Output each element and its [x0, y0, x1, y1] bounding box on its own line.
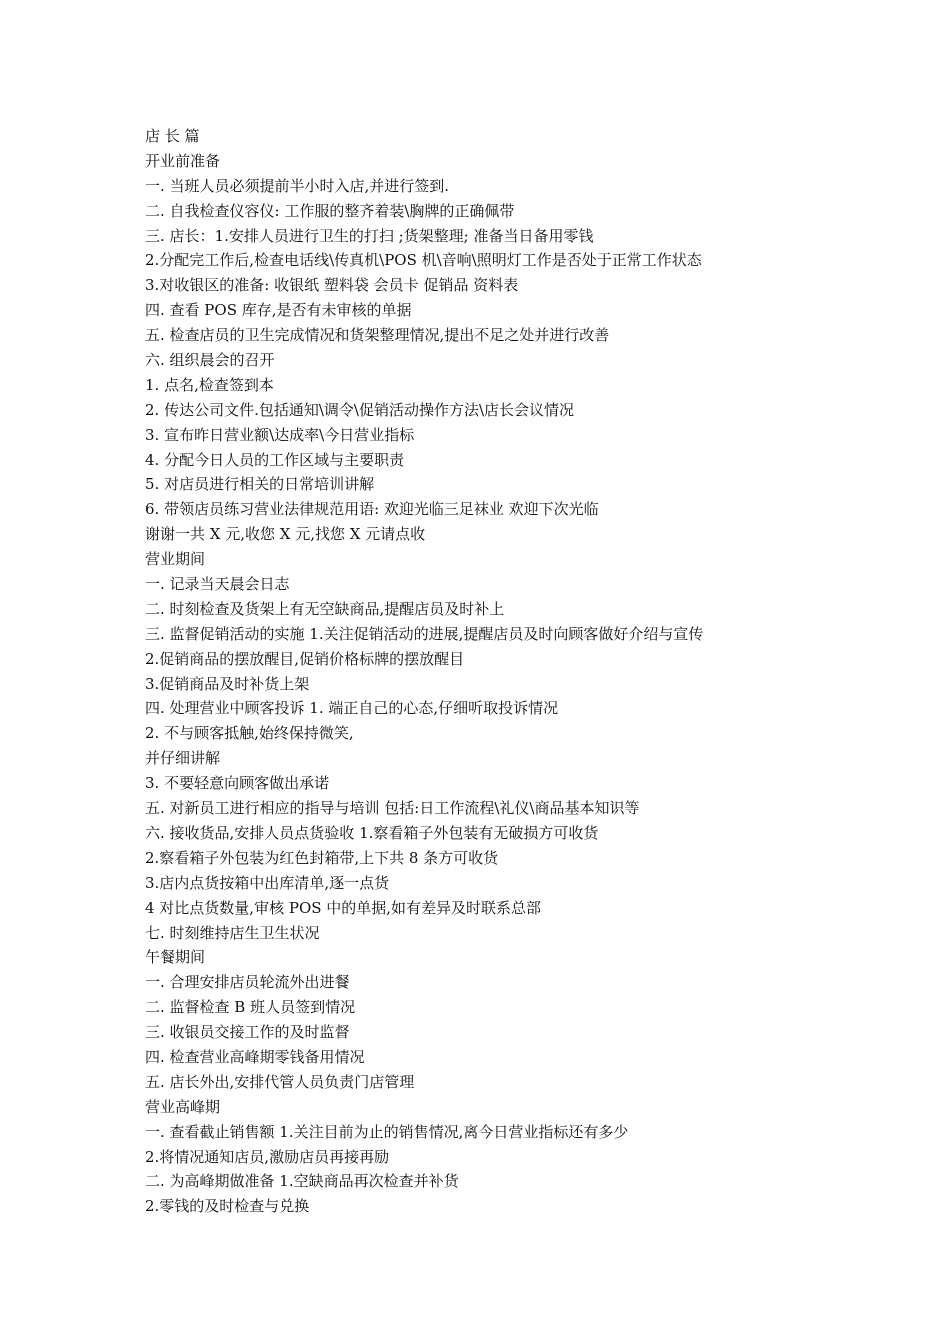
section-heading-business-hours: 营业期间: [145, 550, 206, 569]
text-line: 五. 店长外出,安排代管人员负责门店管理: [145, 1072, 415, 1091]
text-line: 一. 当班人员必须提前半小时入店,并进行签到.: [145, 176, 450, 195]
text-line: 2.将情况通知店员,激励店员再接再励: [145, 1147, 390, 1166]
text-line: 七. 时刻维持店生卫生状况: [145, 923, 320, 942]
section-heading-lunch: 午餐期间: [145, 948, 206, 967]
text-line: 二. 监督检查 B 班人员签到情况: [145, 998, 356, 1017]
text-line: 一. 记录当天晨会日志: [145, 575, 290, 594]
section-heading-opening-prep: 开业前准备: [145, 151, 221, 170]
text-line: 四. 检查营业高峰期零钱备用情况: [145, 1047, 365, 1066]
text-line: 六. 接收货品,安排人员点货验收 1.察看箱子外包装有无破损方可收货: [145, 823, 599, 842]
text-line: 1. 点名,检查签到本: [145, 375, 274, 394]
text-line: 四. 处理营业中顾客投诉 1. 端正自己的心态,仔细听取投诉情况: [145, 699, 559, 718]
text-line: 二. 自我检查仪容仪: 工作服的整齐着装\胸牌的正确佩带: [145, 201, 515, 220]
text-line: 并仔细讲解: [145, 749, 221, 768]
text-line: 3. 宣布昨日营业额\达成率\今日营业指标: [145, 425, 415, 444]
text-line: 三. 店长：1.安排人员进行卫生的打扫 ;货架整理; 准备当日备用零钱: [145, 226, 594, 245]
text-line: 2.促销商品的摆放醒目,促销价格标牌的摆放醒目: [145, 649, 465, 668]
text-line: 四. 查看 POS 库存,是否有未审核的单据: [145, 301, 412, 320]
text-line: 二. 时刻检查及货架上有无空缺商品,提醒店员及时补上: [145, 599, 505, 618]
text-line: 3.对收银区的准备: 收银纸 塑料袋 会员卡 促销品 资料表: [145, 276, 519, 295]
text-line: 4. 分配今日人员的工作区域与主要职责: [145, 450, 405, 469]
text-line: 6. 带领店员练习营业法律规范用语: 欢迎光临三足袜业 欢迎下次光临: [145, 500, 599, 519]
text-line: 2.零钱的及时检查与兑换: [145, 1197, 310, 1216]
document-body: [145, 124, 865, 1219]
text-line: 4 对比点货数量,审核 POS 中的单据,如有差异及时联系总部: [145, 898, 542, 917]
text-line: 2. 传达公司文件.包括通知\调令\促销活动操作方法\店长会议情况: [145, 400, 575, 419]
text-line: 一. 合理安排店员轮流外出进餐: [145, 973, 350, 992]
text-line: 三. 收银员交接工作的及时监督: [145, 1023, 350, 1042]
text-line: 3.促销商品及时补货上架: [145, 674, 310, 693]
text-line: 六. 组织晨会的召开: [145, 351, 275, 370]
text-line: 五. 检查店员的卫生完成情况和货架整理情况,提出不足之处并进行改善: [145, 326, 610, 345]
text-line: 谢谢一共 X 元,收您 X 元,找您 X 元请点收: [145, 525, 426, 544]
text-line: 3. 不要轻意向顾客做出承诺: [145, 774, 330, 793]
text-line: 2.分配完工作后,检查电话线\传真机\POS 机\音响\照明灯工作是否处于正常工作状态: [145, 251, 702, 270]
text-line: 5. 对店员进行相关的日常培训讲解: [145, 475, 375, 494]
text-line: 三. 监督促销活动的实施 1.关注促销活动的进展,提醒店员及时向顾客做好介绍与宣传: [145, 624, 704, 643]
text-line: 二. 为高峰期做准备 1.空缺商品再次检查并补货: [145, 1172, 459, 1191]
text-line: 一. 查看截止销售额 1.关注目前为止的销售情况,离今日营业指标还有多少: [145, 1122, 629, 1141]
text-line: 五. 对新员工进行相应的指导与培训 包括:日工作流程\礼仪\商品基本知识等: [145, 799, 640, 818]
text-line: 3.店内点货按箱中出库清单,逐一点货: [145, 873, 390, 892]
text-line: 2. 不与顾客抵触,始终保持微笑,: [145, 724, 354, 743]
document-title: 店 长 篇: [145, 127, 200, 145]
section-heading-peak-hours: 营业高峰期: [145, 1097, 221, 1116]
text-line: 2.察看箱子外包装为红色封箱带,上下共 8 条方可收货: [145, 848, 499, 867]
